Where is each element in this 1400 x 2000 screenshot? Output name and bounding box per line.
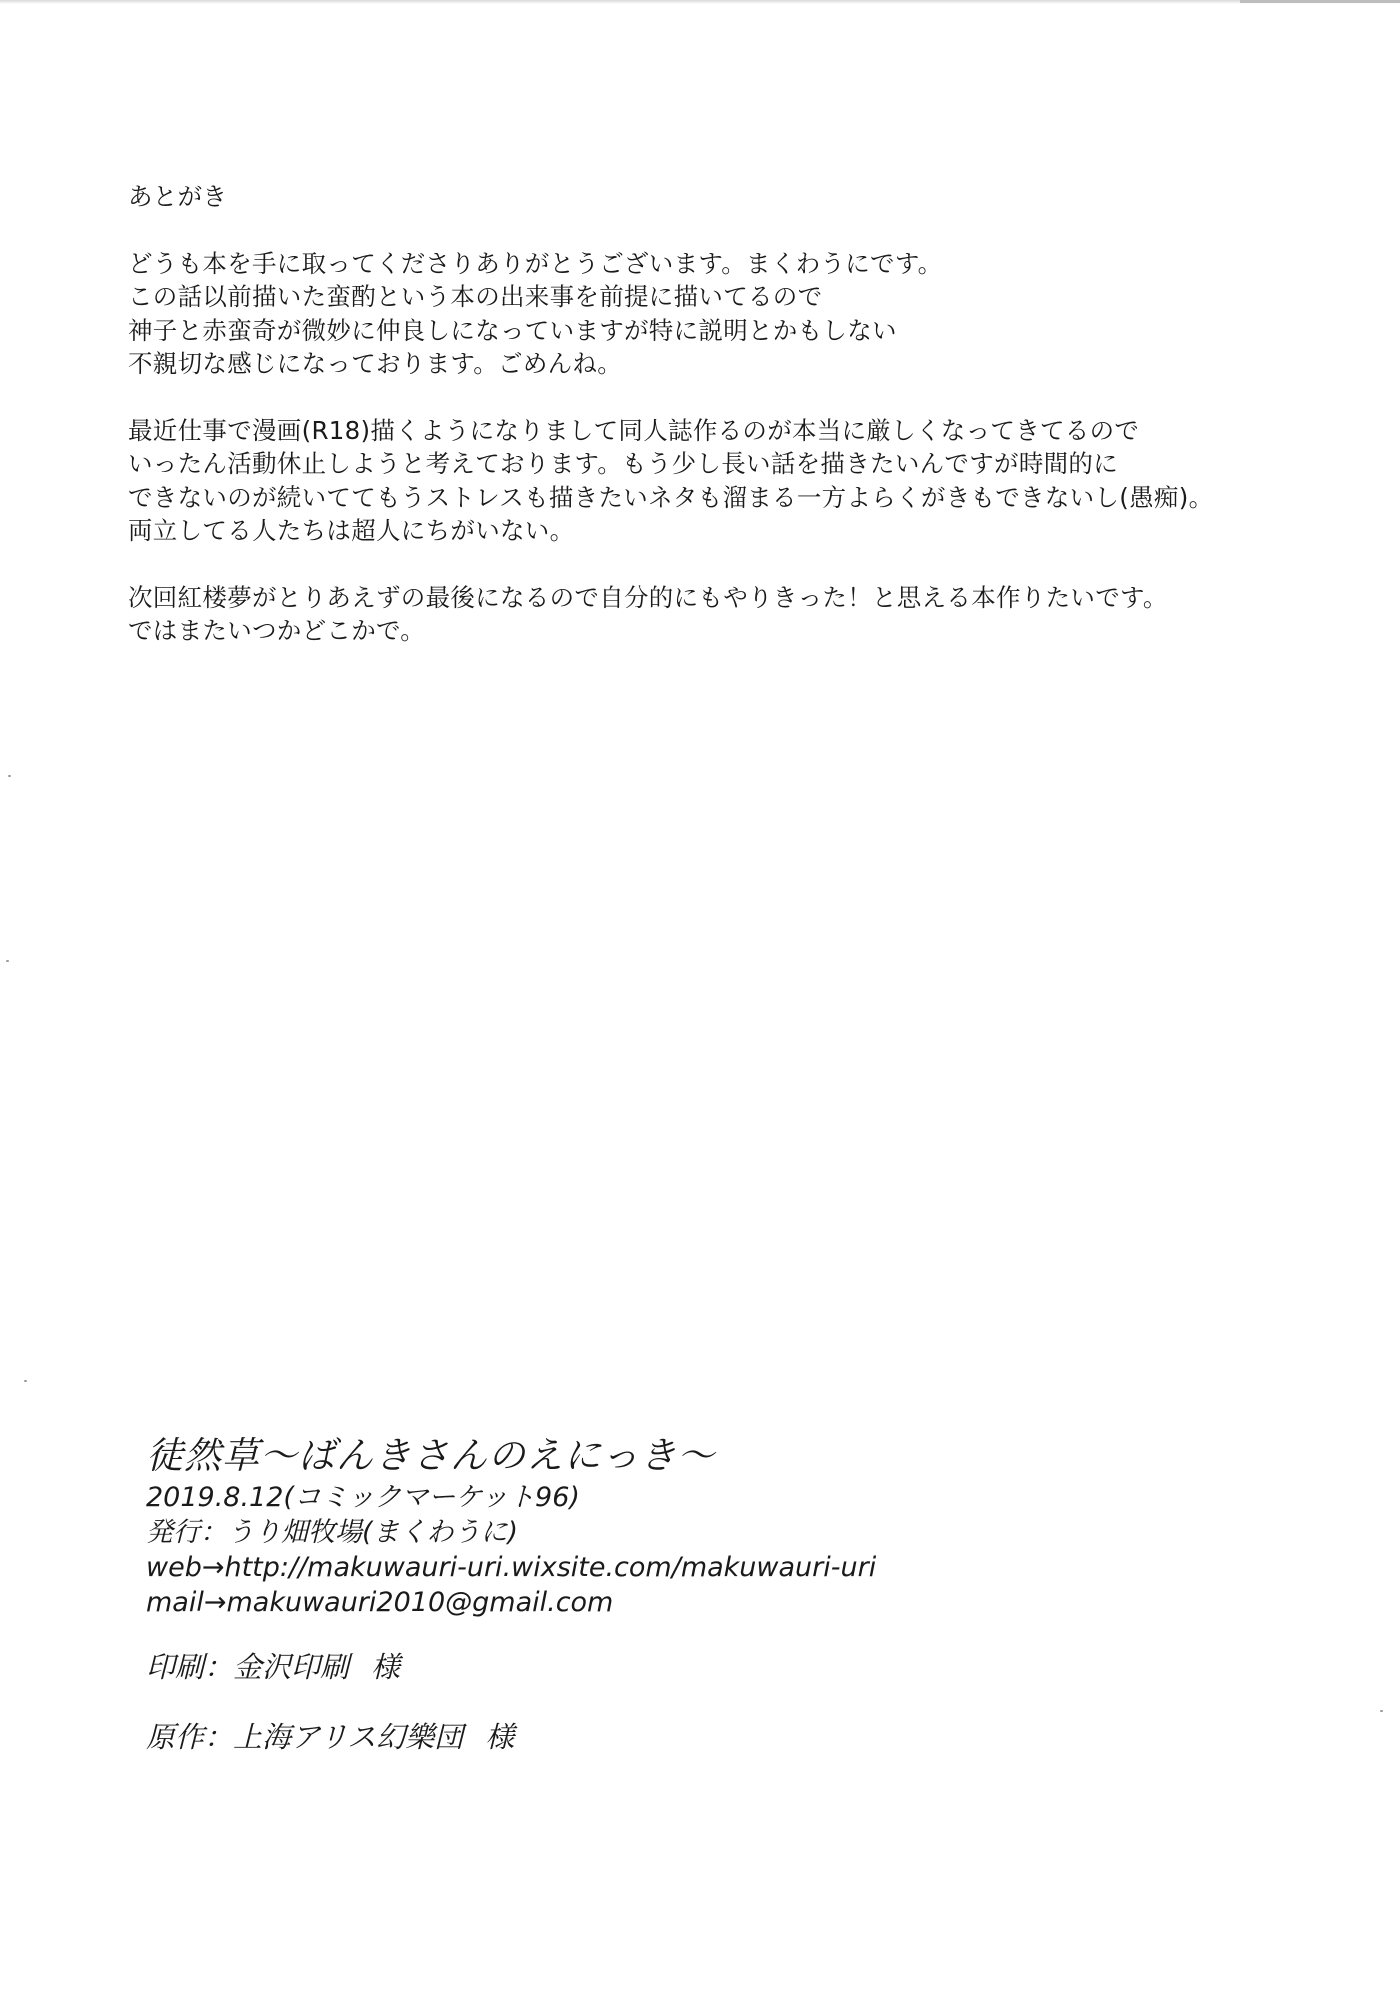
colophon-section bbox=[146, 1432, 1346, 1756]
website-line: web→http://makuwauri-uri.wixsite.com/makuwauri-uri bbox=[146, 1552, 877, 1583]
afterword-line: 不親切な感じになっております。ごめんね。 bbox=[128, 349, 623, 378]
scan-corner-mark bbox=[1240, 0, 1400, 3]
scan-speck bbox=[24, 1380, 27, 1382]
afterword-line: どうも本を手に取ってくださりありがとうございます。まくわうにです。 bbox=[128, 248, 943, 278]
scan-speck bbox=[1380, 1710, 1383, 1712]
afterword-section bbox=[128, 180, 1288, 681]
original-work-credit bbox=[146, 1718, 1346, 1756]
scan-speck bbox=[6, 960, 9, 962]
afterword-paragraph bbox=[128, 581, 1288, 648]
afterword-line: 両立してる人たちは超人にちがいない。 bbox=[128, 516, 575, 545]
afterword-line: 最近仕事で漫画(R18)描くようになりまして同人誌作るのが本当に厳しくなってきてるので bbox=[128, 415, 1140, 445]
afterword-line: できないのが続いててもうストレスも描きたいネタも溜まる一方よらくがきもできないし(愚痴)。 bbox=[128, 482, 1214, 512]
afterword-line: この話以前描いた蛮酌という本の出来事を前提に描いてるので bbox=[128, 282, 823, 311]
printer-credit bbox=[146, 1648, 1346, 1686]
afterword-paragraph bbox=[128, 247, 1288, 381]
scan-speck bbox=[8, 775, 11, 777]
afterword-heading: あとがき bbox=[128, 182, 228, 211]
afterword-line: いったん活動休止しようと考えております。もう少し長い話を描きたいんですが時間的に bbox=[128, 449, 1119, 478]
book-title: 徒然草～ばんきさんのえにっき～ bbox=[146, 1434, 716, 1477]
afterword-paragraph bbox=[128, 414, 1288, 548]
afterword-line: ではまたいつかどこかで。 bbox=[128, 616, 426, 645]
scan-top-edge bbox=[0, 0, 1400, 4]
printer-label: 印刷：金沢印刷 bbox=[146, 1650, 350, 1684]
printer-honorific: 様 bbox=[371, 1650, 401, 1684]
publication-date: 2019.8.12(コミックマーケット96) bbox=[146, 1482, 580, 1513]
original-work-honorific: 様 bbox=[485, 1720, 515, 1754]
publisher-line: 発行：うり畑牧場(まくわうに) bbox=[146, 1517, 519, 1548]
afterword-line: 次回紅楼夢がとりあえずの最後になるので自分的にもやりきった！と思える本作りたいです。 bbox=[128, 582, 1168, 612]
afterword-line: 神子と赤蛮奇が微妙に仲良しになっていますが特に説明とかもしない bbox=[128, 315, 897, 345]
email-line: mail→makuwauri2010@gmail.com bbox=[146, 1587, 614, 1618]
original-work-label: 原作：上海アリス幻樂団 bbox=[146, 1720, 464, 1754]
